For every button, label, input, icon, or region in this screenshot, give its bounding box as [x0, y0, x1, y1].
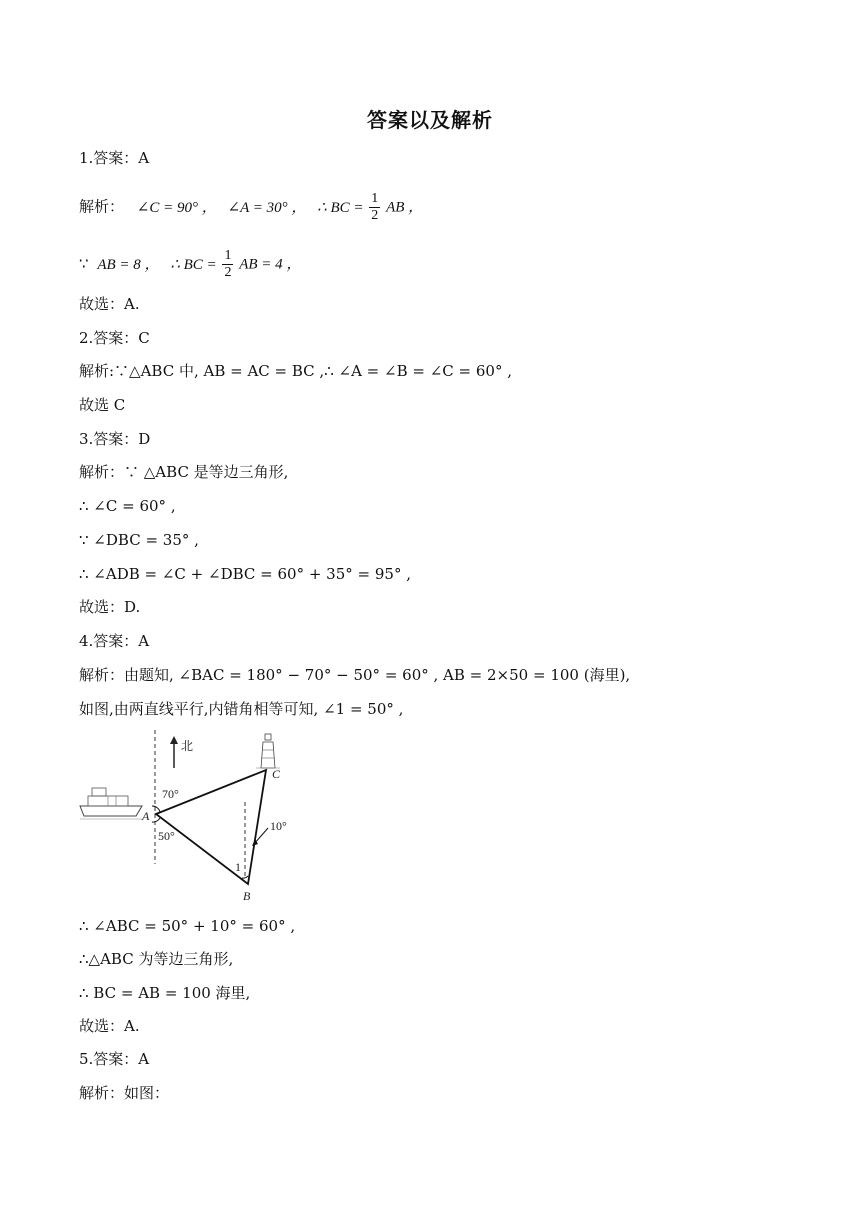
- math-expr: AB = 8 ，: [97, 256, 160, 273]
- solution-5: 解析：如图：: [79, 1084, 170, 1102]
- label-70: 70°: [162, 787, 179, 801]
- fraction: [222, 248, 233, 281]
- answer-4: 4.答案：A: [79, 632, 150, 650]
- choice-2: 故选 C: [79, 396, 126, 414]
- label-b: B: [243, 889, 251, 903]
- answer-5: 5.答案：A: [79, 1050, 150, 1068]
- because-symbol: ∵: [79, 254, 89, 273]
- answer-1: 1.答案：A: [79, 149, 150, 167]
- answer-3: 3.答案：D: [79, 430, 151, 448]
- north-label: 北: [181, 739, 194, 753]
- solution-4-line-2: 如图,由两直线平行,内错角相等可知, ∠1 = 50° ,: [79, 700, 404, 718]
- math-expr: ∴ BC =: [317, 199, 364, 216]
- label-1: 1: [235, 860, 241, 874]
- math-expr: ∠C = 90° ，: [136, 199, 217, 216]
- angle-arc-70: [152, 806, 160, 812]
- solution-2: 解析:∵△ABC 中, AB = AC = BC ,∴ ∠A = ∠B = ∠C = 60° ,: [79, 362, 512, 380]
- choice-1: 故选：A.: [79, 295, 140, 313]
- navigation-figure: [78, 728, 308, 906]
- angle-arc-1: [242, 876, 248, 878]
- solution-3-line-4: ∴ ∠ADB = ∠C + ∠DBC = 60° + 35° = 95° ,: [79, 565, 411, 583]
- choice-4: 故选：A.: [79, 1017, 140, 1035]
- label-a: A: [142, 809, 150, 823]
- solution-4-line-3: ∴ ∠ABC = 50° + 10° = 60° ,: [79, 917, 296, 935]
- solution-3-line-2: ∴ ∠C = 60° ,: [79, 497, 176, 515]
- choice-3: 故选：D.: [79, 598, 141, 616]
- page-title: 答案以及解析: [367, 108, 493, 132]
- solution-3-line-1: 解析：∵ △ABC 是等边三角形,: [79, 463, 289, 481]
- fraction-denominator: 2: [371, 208, 379, 223]
- math-expr: ∴ BC =: [170, 256, 217, 273]
- solution-4-line-4: ∴△ABC 为等边三角形,: [79, 950, 234, 968]
- label-10: 10°: [270, 819, 287, 833]
- fraction-numerator: 1: [224, 248, 232, 263]
- solution-1-line-2: [79, 248, 301, 281]
- math-expr: ∠A = 30° ，: [227, 199, 307, 216]
- north-arrowhead-icon: [170, 736, 178, 744]
- solution-1-line-1: [79, 191, 423, 224]
- fraction: [369, 191, 380, 224]
- lighthouse-icon: [256, 734, 280, 768]
- solution-4-line-5: ∴ BC = AB = 100 海里,: [79, 984, 251, 1002]
- math-expr: AB ，: [386, 199, 424, 216]
- solution-4-line-1: 解析：由题知, ∠BAC = 180° − 70° − 50° = 60° , AB = 2×50 = 100 (海里),: [79, 666, 631, 684]
- angle-arc-50: [152, 818, 160, 822]
- label-c: C: [272, 767, 281, 781]
- math-expr: AB = 4 ，: [239, 256, 302, 273]
- solution-3-line-3: ∵ ∠DBC = 35° ,: [79, 531, 199, 549]
- label-50: 50°: [158, 829, 175, 843]
- answer-2: 2.答案：C: [79, 329, 150, 347]
- fraction-denominator: 2: [224, 265, 232, 280]
- solution-label: 解析：: [79, 197, 125, 216]
- ship-icon: [80, 788, 142, 819]
- fraction-numerator: 1: [371, 191, 379, 206]
